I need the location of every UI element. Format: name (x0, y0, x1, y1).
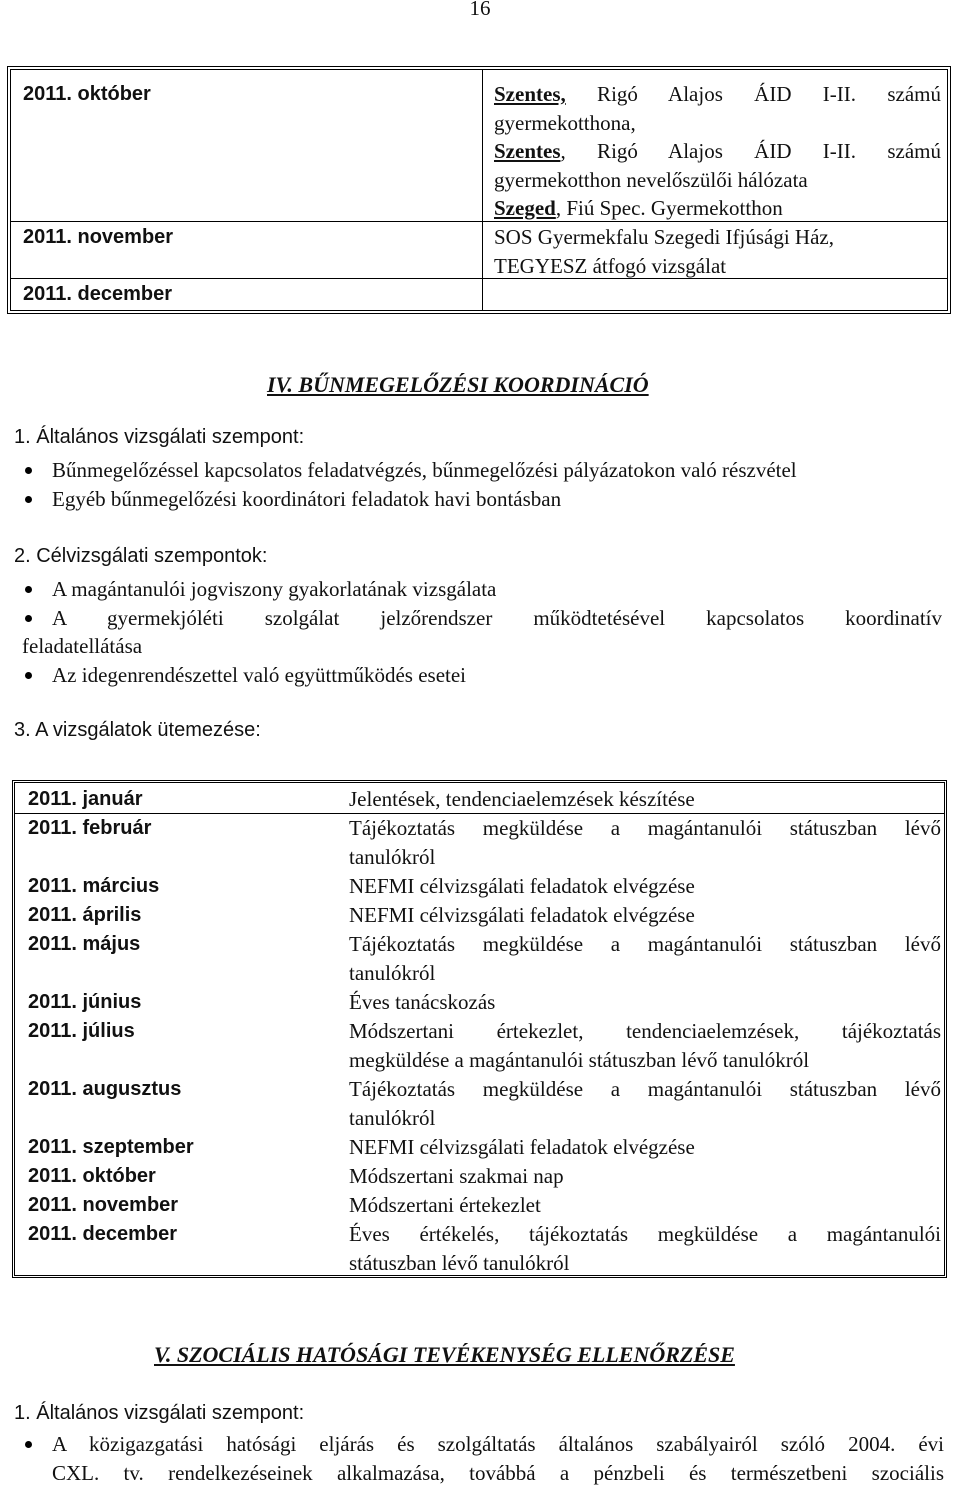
task-line: tanulókról (349, 961, 436, 985)
list-item-continuation: CXL. tv. rendelkezéseinek alkalmazása, továbbá a pénzbeli és természetbeni szociális (52, 1460, 944, 1485)
schedule-task (349, 1162, 941, 1191)
schedule-month: 2011. október (28, 1165, 156, 1187)
task-line: Jelentések, tendenciaelemzések készítése (349, 787, 695, 811)
task-line: megküldése a magántanulói státuszban lévő tanulókról (349, 1048, 810, 1072)
schedule-month: 2011. december (28, 1223, 177, 1245)
schedule-task (349, 988, 941, 1017)
desc-line: TEGYESZ átfogó vizsgálat (494, 253, 727, 278)
schedule-task (349, 1133, 941, 1162)
list-item: Egyéb bűnmegelőzési koordinátori feladatok havi bontásban (22, 485, 942, 514)
list-item: A gyermekjóléti szolgálat jelzőrendszer működtetésével kapcsolatos koordinatív (22, 604, 942, 633)
table-row-description (494, 223, 941, 280)
desc-line: Szeged, Fiú Spec. Gyermekotthon (494, 196, 783, 220)
schedule-task (349, 901, 941, 930)
task-line: Módszertani értekezlet, tendenciaelemzések, tájékoztatás (349, 1019, 941, 1043)
section-iv-heading-2: 2. Célvizsgálati szempontok: (14, 545, 268, 567)
list-item-continuation: feladatellátása (22, 634, 143, 658)
schedule-task (349, 1220, 941, 1278)
list-item: A közigazgatási hatósági eljárás és szolgáltatás általános szabályairól szóló 2004. évi (22, 1430, 944, 1459)
desc-line: gyermekotthona, (494, 110, 636, 135)
schedule-month: 2011. július (28, 1020, 135, 1042)
task-line: tanulókról (349, 1106, 436, 1130)
schedule-task (349, 1075, 941, 1133)
task-line: NEFMI célvizsgálati feladatok elvégzése (349, 874, 695, 898)
schedule-task (349, 930, 941, 988)
desc-line: gyermekotthon nevelőszülői hálózata (494, 167, 808, 192)
section-iv-heading-3: 3. A vizsgálatok ütemezése: (14, 719, 261, 741)
schedule-task (349, 872, 941, 901)
schedule-month: 2011. április (28, 904, 142, 926)
column-divider (482, 70, 483, 310)
schedule-month: 2011. augusztus (28, 1078, 182, 1100)
task-line: Éves értékelés, tájékoztatás megküldése a magántanulói (349, 1222, 941, 1246)
section-v-heading-1: 1. Általános vizsgálati szempont: (14, 1402, 305, 1424)
task-line: Módszertani értekezlet (349, 1193, 541, 1217)
task-line: státuszban lévő tanulókról (349, 1251, 570, 1275)
schedule-month: 2011. március (28, 875, 160, 897)
schedule-month: 2011. szeptember (28, 1136, 194, 1158)
task-line: Tájékoztatás megküldése a magántanulói státuszban lévő (349, 816, 941, 840)
task-line: Tájékoztatás megküldése a magántanulói státuszban lévő (349, 1077, 941, 1101)
table-row-description (494, 80, 941, 223)
schedule-task (349, 785, 941, 814)
list-item: Bűnmegelőzéssel kapcsolatos feladatvégzés, bűnmegelőzési pályázatokon való részvétel (22, 456, 942, 485)
task-line: NEFMI célvizsgálati feladatok elvégzése (349, 903, 695, 927)
table-row-date: 2011. október (23, 83, 151, 105)
schedule-month: 2011. május (28, 933, 141, 955)
section-v-title: V. SZOCIÁLIS HATÓSÁGI TEVÉKENYSÉG ELLENŐRZÉSE (154, 1342, 735, 1367)
section-iv-title: IV. BŰNMEGELŐZÉSI KOORDINÁCIÓ (267, 372, 649, 397)
task-line: tanulókról (349, 845, 436, 869)
task-line: Tájékoztatás megküldése a magántanulói státuszban lévő (349, 932, 941, 956)
schedule-month: 2011. január (28, 788, 143, 810)
desc-line: Szentes, Rigó Alajos ÁID I-II. számú (494, 82, 941, 106)
desc-line: Szentes, Rigó Alajos ÁID I-II. számú (494, 139, 941, 163)
section-iv-heading-1: 1. Általános vizsgálati szempont: (14, 426, 305, 448)
table-row-date: 2011. november (23, 226, 174, 248)
schedule-month: 2011. február (28, 817, 152, 839)
schedule-table (12, 780, 947, 1278)
task-line: Éves tanácskozás (349, 990, 496, 1014)
bullet-list-2 (22, 575, 942, 689)
table-row-date: 2011. december (23, 283, 172, 305)
inspection-table (7, 66, 951, 314)
desc-line: SOS Gyermekfalu Szegedi Ifjúsági Ház, (494, 225, 834, 249)
schedule-month: 2011. november (28, 1194, 179, 1216)
bullet-list-1 (22, 456, 942, 513)
page-number: 16 (469, 0, 491, 20)
list-item: Az idegenrendészettel való együttműködés esetei (22, 661, 942, 690)
schedule-task (349, 814, 941, 872)
schedule-task (349, 1017, 941, 1075)
bullet-list-3 (22, 1430, 944, 1487)
task-line: NEFMI célvizsgálati feladatok elvégzése (349, 1135, 695, 1159)
schedule-month: 2011. június (28, 991, 142, 1013)
list-item: A magántanulói jogviszony gyakorlatának vizsgálata (22, 575, 942, 604)
schedule-task (349, 1191, 941, 1220)
task-line: Módszertani szakmai nap (349, 1164, 564, 1188)
